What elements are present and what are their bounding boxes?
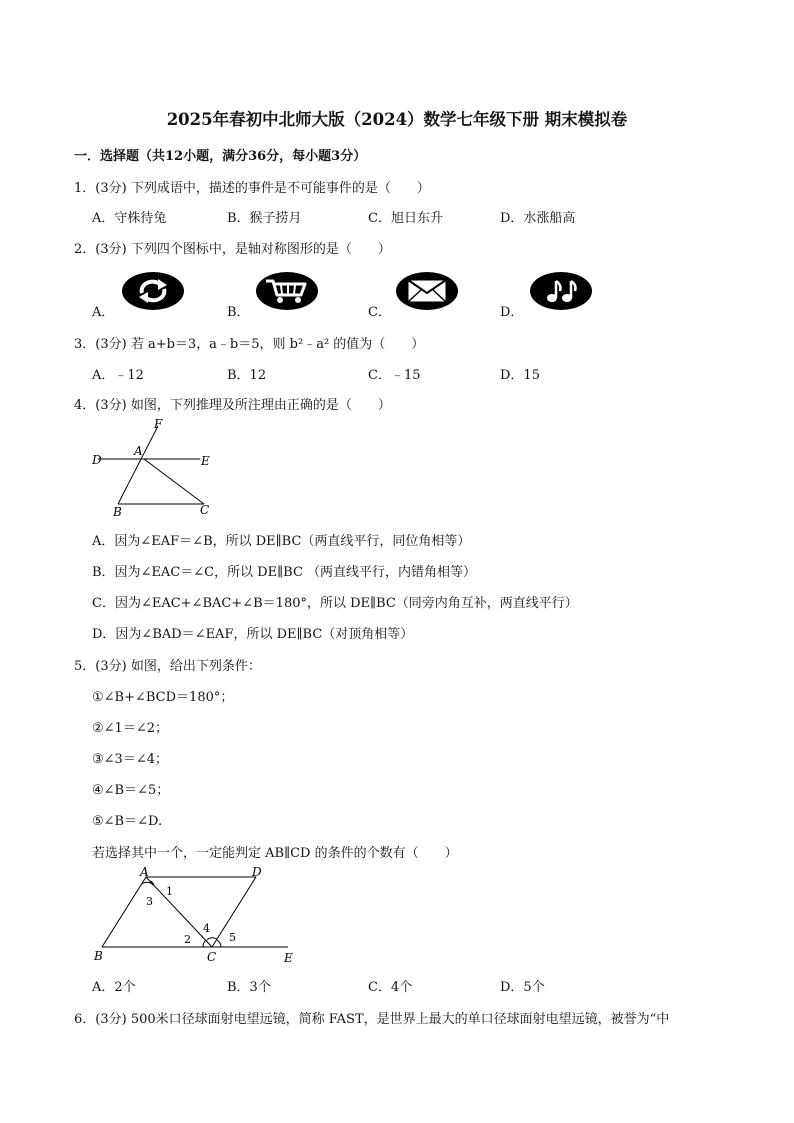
label-c: C [200,503,210,517]
label-b: B [113,505,122,518]
label-b: B [94,949,103,963]
label-a: A [134,444,143,458]
section-heading: 一．选择题（共12小题，满分36分，每小题3分） [74,149,367,164]
q5-option-a[interactable]: A．2个 [92,980,136,995]
q3-option-c[interactable]: C．﹣15 [368,368,421,383]
label-c: C [207,950,217,964]
label-e: E [284,951,293,965]
q1-option-a[interactable]: A．守株待兔 [92,211,167,226]
label-angle-5: 5 [229,931,236,944]
q5-condition-2: ②∠1＝∠2； [92,721,168,736]
shopping-cart-icon [256,272,318,310]
q5-condition-4: ④∠B＝∠5； [92,783,170,798]
page-title: 2025年春初中北师大版（2024）数学七年级下册 期末模拟卷 [166,110,628,129]
q3-option-d[interactable]: D．15 [500,368,540,383]
label-angle-2: 2 [184,933,191,946]
question-4-stem: 4．(3分) 如图，下列推理及所注理由正确的是（ ） [74,398,391,413]
label-f: F [154,418,163,431]
label-e: E [201,454,210,468]
label-angle-4: 4 [203,922,210,935]
label-angle-3: 3 [146,895,153,908]
question-3-stem: 3．(3分) 若 a+b＝3，a﹣b＝5，则 b²﹣a² 的值为（ ） [74,337,425,352]
question-6-stem: 6．(3分) 500米口径球面射电望远镜，简称 FAST，是世界上最大的单口径球面射电望远镜，被誉为“中 [74,1012,670,1027]
q1-option-b[interactable]: B．猴子捞月 [227,211,302,226]
q3-option-a[interactable]: A．﹣12 [92,368,144,383]
question-1-stem: 1．(3分) 下列成语中，描述的事件是不可能事件的是（ ） [74,181,430,196]
q2-option-d[interactable]: D． [500,305,524,320]
q2-option-c[interactable]: C． [368,305,391,320]
label-a: A [140,865,149,879]
q2-option-b[interactable]: B． [227,305,250,320]
q1-option-d[interactable]: D．水涨船高 [500,211,576,226]
question-5-stem: 5．(3分) 如图，给出下列条件： [74,659,261,674]
q5-condition-5: ⑤∠B＝∠D. [92,814,163,829]
q4-option-a[interactable]: A．因为∠EAF＝∠B，所以 DE∥BC（两直线平行，同位角相等） [92,534,471,549]
q4-option-b[interactable]: B．因为∠EAC＝∠C，所以 DE∥BC （两直线平行，内错角相等） [92,565,477,580]
label-angle-1: 1 [166,885,173,898]
question-2-stem: 2．(3分) 下列四个图标中，是轴对称图形的是（ ） [74,242,391,257]
q5-option-b[interactable]: B．3个 [227,980,271,995]
label-d: D [92,453,102,467]
q3-option-b[interactable]: B．12 [227,368,267,383]
label-d: D [252,865,262,879]
q5-condition-1: ①∠B+∠BCD＝180°； [92,690,234,705]
q5-parallelogram-figure [90,865,300,965]
music-notes-icon [530,272,592,310]
q4-option-d[interactable]: D．因为∠BAD＝∠EAF，所以 DE∥BC（对顶角相等） [92,627,414,642]
q5-option-c[interactable]: C．4个 [368,980,413,995]
q4-triangle-figure [88,418,223,518]
q5-condition-3: ③∠3＝∠4； [92,752,168,767]
q5-option-d[interactable]: D．5个 [500,980,545,995]
refresh-arrows-icon [122,272,184,310]
q5-question: 若选择其中一个，一定能判定 AB∥CD 的条件的个数有（ ） [92,846,458,861]
q1-option-c[interactable]: C．旭日东升 [368,211,443,226]
q4-option-c[interactable]: C．因为∠EAC+∠BAC+∠B＝180°，所以 DE∥BC（同旁内角互补，两直线平行） [92,596,578,611]
q2-option-a[interactable]: A． [92,305,115,320]
envelope-icon [396,272,458,310]
